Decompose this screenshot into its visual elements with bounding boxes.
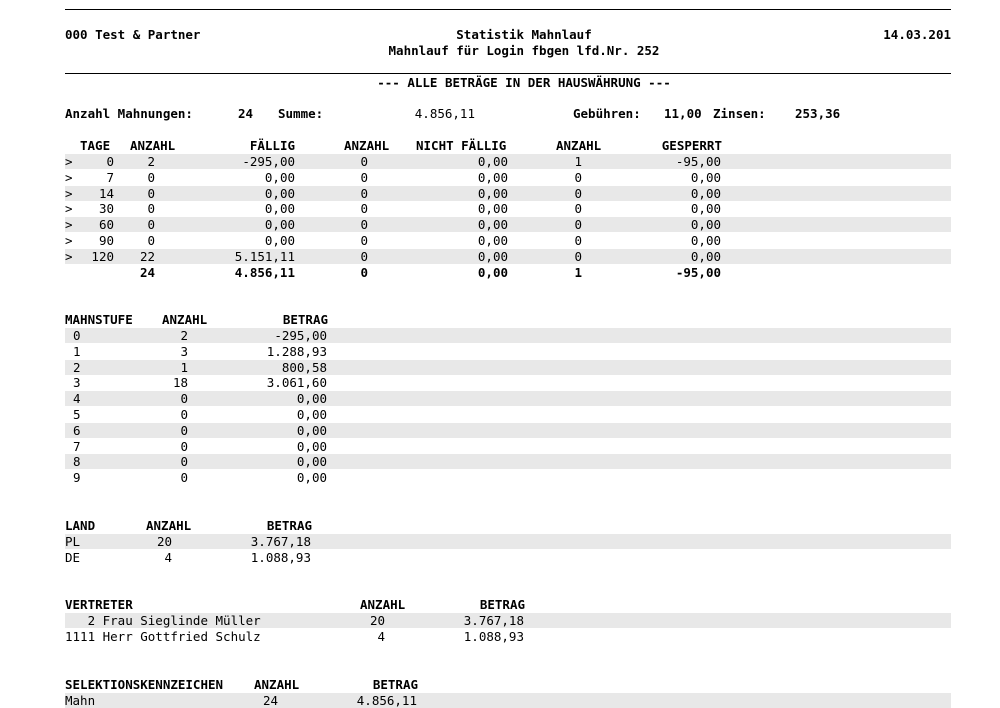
- aging-cell: >: [65, 169, 73, 185]
- aging-cell: 0: [574, 217, 582, 233]
- levels-header: MAHNSTUFE: [65, 312, 133, 327]
- row-stripe: [65, 186, 951, 201]
- interest-value: 253,36: [795, 106, 841, 121]
- levels-cell: 3.061,60: [266, 375, 327, 391]
- aging-cell: >: [65, 233, 73, 248]
- aging-total-cell: 4.856,11: [234, 264, 295, 280]
- aging-total-cell: 0,00: [477, 264, 508, 280]
- aging-cell: >: [65, 217, 73, 233]
- aging-total-cell: 0: [360, 264, 368, 280]
- countries-cell: 1.088,93: [250, 549, 311, 565]
- levels-cell: 1: [73, 343, 81, 359]
- levels-cell: 9: [73, 470, 81, 486]
- aging-header: GESPERRT: [661, 138, 722, 153]
- countries-header: ANZAHL: [146, 518, 192, 533]
- aging-cell: >: [65, 248, 73, 264]
- levels-cell: 2: [180, 328, 188, 343]
- top-rule: [65, 9, 951, 10]
- aging-cell: 0: [147, 201, 155, 217]
- aging-cell: 0: [574, 185, 582, 201]
- aging-cell: 0: [147, 233, 155, 248]
- aging-cell: 0,00: [477, 185, 508, 201]
- reps-header: ANZAHL: [360, 597, 406, 612]
- levels-cell: 0: [180, 407, 188, 422]
- levels-cell: 0: [180, 391, 188, 407]
- aging-cell: 0: [360, 217, 368, 233]
- aging-cell: 0: [360, 233, 368, 248]
- report-subtitle: Mahnlauf für Login fbgen lfd.Nr. 252: [388, 43, 660, 58]
- selection-cell: 4.856,11: [356, 693, 417, 708]
- aging-cell: 0: [574, 248, 582, 264]
- aging-cell: 0,00: [264, 233, 295, 248]
- levels-cell: 0: [180, 422, 188, 438]
- aging-cell: 0,00: [477, 248, 508, 264]
- levels-cell: 0,00: [296, 438, 327, 454]
- row-stripe: [65, 249, 951, 264]
- levels-cell: 0: [73, 328, 81, 343]
- aging-cell: >: [65, 201, 73, 217]
- reps-cell: 20: [369, 613, 385, 628]
- reps-cell: 1111 Herr Gottfried Schulz: [65, 628, 261, 644]
- aging-cell: 90: [98, 233, 114, 248]
- aging-cell: 0: [147, 185, 155, 201]
- levels-cell: 0,00: [296, 407, 327, 422]
- aging-cell: 0: [147, 217, 155, 233]
- interest-label: Zinsen:: [713, 106, 766, 121]
- aging-total-cell: -95,00: [675, 264, 721, 280]
- row-stripe: [65, 534, 951, 549]
- aging-total-cell: 24: [139, 264, 155, 280]
- aging-cell: 0: [574, 233, 582, 248]
- aging-header: ANZAHL: [344, 138, 390, 153]
- reps-cell: 2 Frau Sieglinde Müller: [65, 613, 261, 628]
- countries-cell: PL: [65, 534, 81, 549]
- aging-cell: 22: [139, 248, 155, 264]
- report-title: Statistik Mahnlauf: [456, 27, 592, 42]
- aging-cell: 1: [574, 154, 582, 169]
- aging-cell: 5.151,11: [234, 248, 295, 264]
- reps-cell: 4: [377, 628, 385, 644]
- reps-header: VERTRETER: [65, 597, 133, 612]
- countries-cell: DE: [65, 549, 81, 565]
- levels-cell: 0: [180, 438, 188, 454]
- row-stripe: [65, 154, 951, 169]
- aging-cell: 0,00: [264, 217, 295, 233]
- aging-cell: 30: [98, 201, 114, 217]
- levels-cell: 6: [73, 422, 81, 438]
- company-name: 000 Test & Partner: [65, 27, 201, 42]
- aging-cell: 0,00: [690, 169, 721, 185]
- levels-cell: 7: [73, 438, 81, 454]
- header-rule: [65, 73, 951, 74]
- report-date: 14.03.201: [883, 27, 951, 42]
- row-stripe: [65, 360, 951, 375]
- selection-header: BETRAG: [372, 677, 418, 692]
- levels-cell: 800,58: [281, 359, 327, 375]
- sum-value: 4.856,11: [414, 106, 475, 121]
- count-label: Anzahl Mahnungen:: [65, 106, 193, 121]
- selection-header: ANZAHL: [254, 677, 300, 692]
- levels-cell: 8: [73, 454, 81, 470]
- aging-cell: 0: [360, 248, 368, 264]
- aging-cell: 0,00: [477, 217, 508, 233]
- reps-cell: 1.088,93: [463, 628, 524, 644]
- aging-header: ANZAHL: [556, 138, 602, 153]
- count-value: 24: [238, 106, 254, 121]
- aging-header: FÄLLIG: [249, 138, 295, 153]
- aging-cell: 0,00: [264, 169, 295, 185]
- reps-header: BETRAG: [479, 597, 525, 612]
- aging-cell: 0,00: [477, 233, 508, 248]
- levels-cell: 4: [73, 391, 81, 407]
- aging-cell: 0,00: [690, 185, 721, 201]
- row-stripe: [65, 693, 951, 708]
- selection-cell: 24: [262, 693, 278, 708]
- aging-cell: 0,00: [690, 201, 721, 217]
- countries-header: LAND: [65, 518, 96, 533]
- aging-cell: >: [65, 154, 73, 169]
- levels-cell: 5: [73, 407, 81, 422]
- aging-cell: -295,00: [242, 154, 295, 169]
- fees-label: Gebühren:: [573, 106, 641, 121]
- aging-cell: 0,00: [477, 169, 508, 185]
- row-stripe: [65, 391, 951, 406]
- countries-cell: 4: [164, 549, 172, 565]
- aging-cell: 0: [360, 169, 368, 185]
- aging-cell: >: [65, 185, 73, 201]
- sum-label: Summe:: [278, 106, 324, 121]
- aging-cell: 0,00: [690, 217, 721, 233]
- aging-cell: 0,00: [477, 201, 508, 217]
- levels-cell: 3: [180, 343, 188, 359]
- selection-header: SELEKTIONSKENNZEICHEN: [65, 677, 224, 692]
- aging-header: TAGE: [80, 138, 111, 153]
- aging-cell: -95,00: [675, 154, 721, 169]
- aging-cell: 0,00: [264, 185, 295, 201]
- row-stripe: [65, 423, 951, 438]
- aging-cell: 0: [360, 201, 368, 217]
- aging-cell: 7: [106, 169, 114, 185]
- countries-cell: 20: [156, 534, 172, 549]
- levels-cell: -295,00: [274, 328, 327, 343]
- currency-note: --- ALLE BETRÄGE IN DER HAUSWÄHRUNG ---: [377, 75, 671, 90]
- levels-header: BETRAG: [282, 312, 328, 327]
- aging-cell: 0: [360, 154, 368, 169]
- aging-cell: 2: [147, 154, 155, 169]
- aging-cell: 0,00: [477, 154, 508, 169]
- levels-cell: 0: [180, 470, 188, 486]
- row-stripe: [65, 328, 951, 343]
- countries-header: BETRAG: [266, 518, 312, 533]
- aging-cell: 0,00: [264, 201, 295, 217]
- aging-cell: 120: [91, 248, 114, 264]
- aging-cell: 14: [98, 185, 114, 201]
- levels-cell: 1.288,93: [266, 343, 327, 359]
- levels-cell: 3: [73, 375, 81, 391]
- levels-cell: 0,00: [296, 454, 327, 470]
- aging-cell: 0,00: [690, 248, 721, 264]
- aging-total-cell: 1: [574, 264, 582, 280]
- reps-cell: 3.767,18: [463, 613, 524, 628]
- levels-cell: 0,00: [296, 391, 327, 407]
- levels-cell: 18: [172, 375, 188, 391]
- row-stripe: [65, 217, 951, 232]
- levels-cell: 0,00: [296, 470, 327, 486]
- row-stripe: [65, 454, 951, 469]
- aging-header: ANZAHL: [130, 138, 176, 153]
- aging-cell: 0,00: [690, 233, 721, 248]
- levels-cell: 1: [180, 359, 188, 375]
- countries-cell: 3.767,18: [250, 534, 311, 549]
- aging-cell: 0: [574, 201, 582, 217]
- aging-cell: 60: [98, 217, 114, 233]
- aging-cell: 0: [574, 169, 582, 185]
- aging-cell: 0: [360, 185, 368, 201]
- levels-cell: 0: [180, 454, 188, 470]
- selection-cell: Mahn: [65, 693, 96, 708]
- fees-value: 11,00: [664, 106, 702, 121]
- aging-cell: 0: [147, 169, 155, 185]
- levels-header: ANZAHL: [162, 312, 208, 327]
- aging-header: NICHT FÄLLIG: [416, 138, 507, 153]
- levels-cell: 2: [73, 359, 81, 375]
- aging-cell: 0: [106, 154, 114, 169]
- levels-cell: 0,00: [296, 422, 327, 438]
